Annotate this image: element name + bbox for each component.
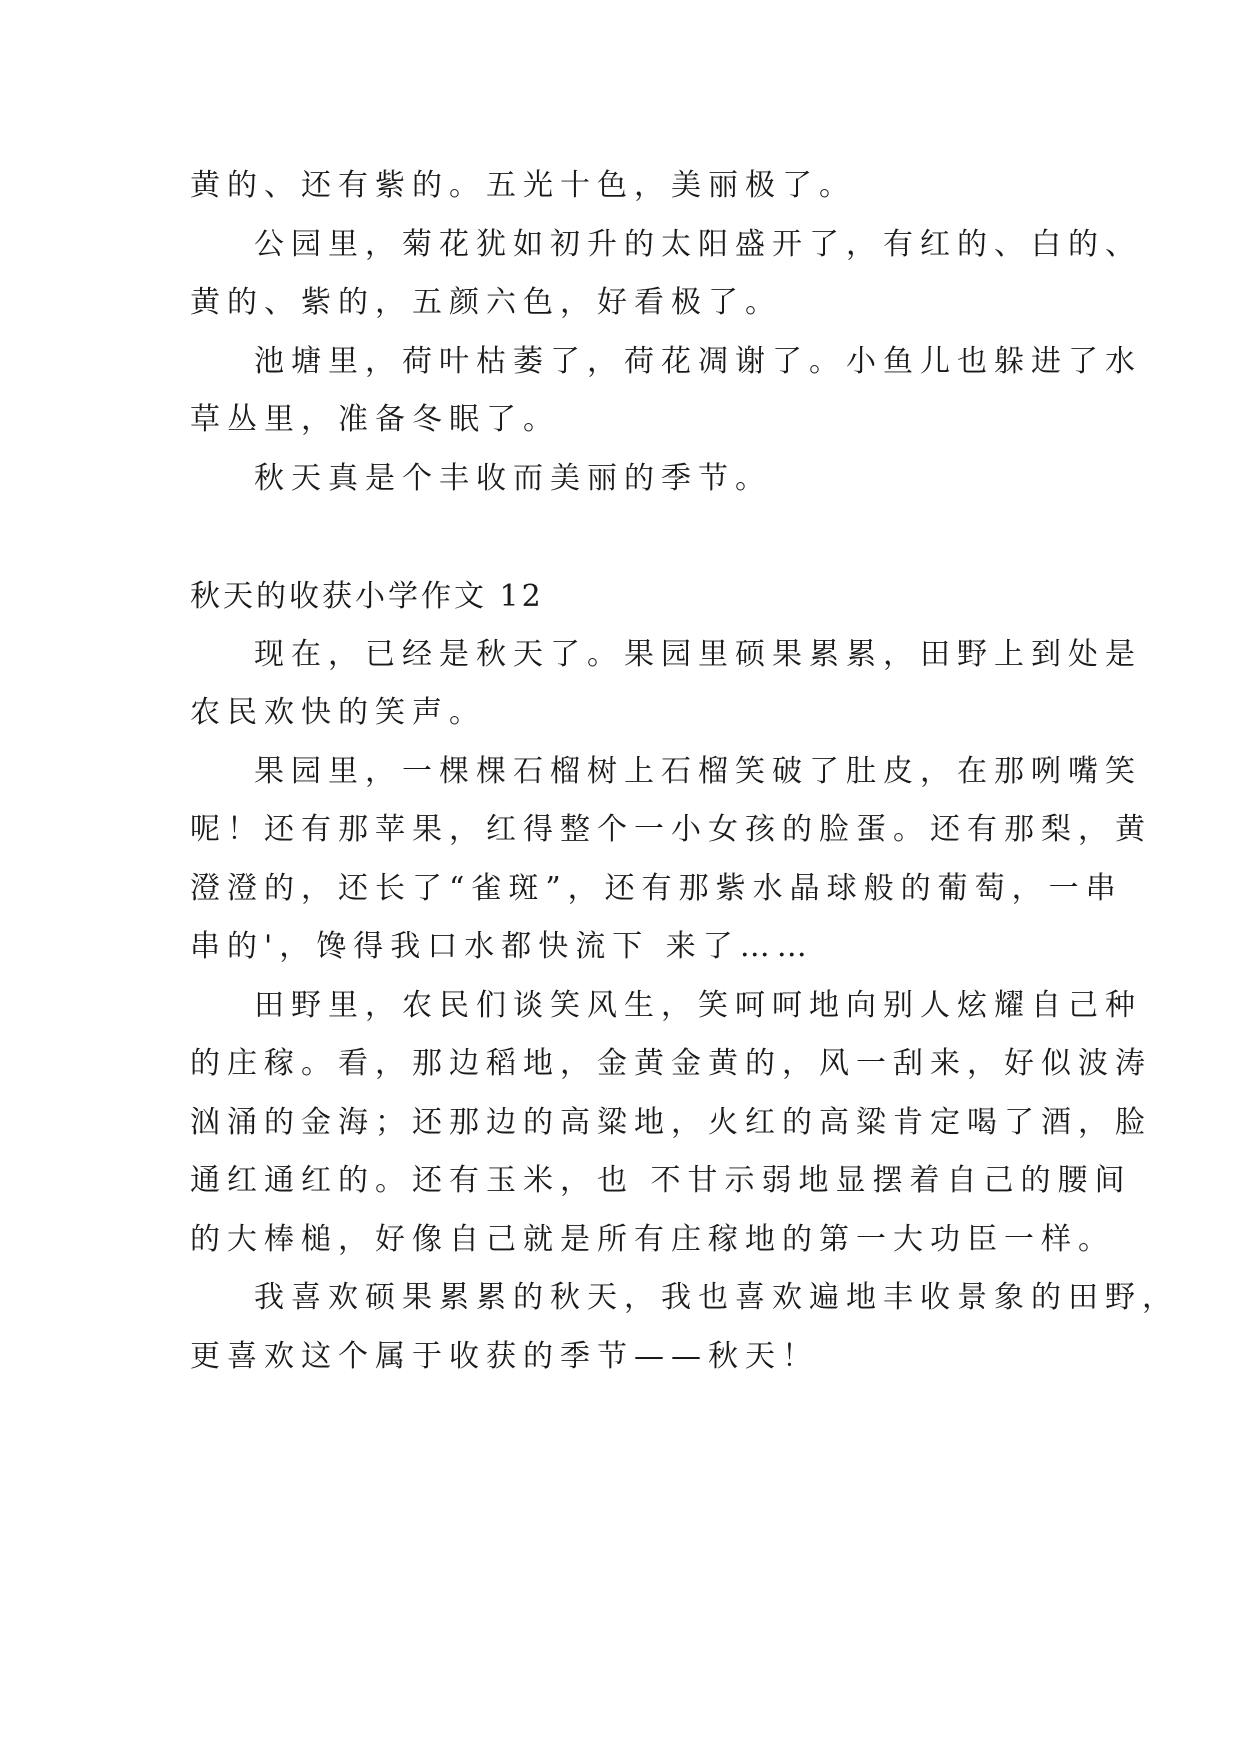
- text-line: 汹涌的金海；还那边的高粱地，火红的高粱肯定喝了酒，脸: [190, 1105, 1152, 1140]
- paragraph-line: 田野里，农民们谈笑风生，笑呵呵地向别人炫耀自己种: [254, 988, 1142, 1023]
- paragraph-line: 公园里，菊花犹如初升的太阳盛开了，有红的、白的、: [254, 227, 1142, 262]
- text-line: 农民欢快的笑声。: [190, 695, 486, 730]
- text-line: 串的'，馋得我口水都快流下 来了……: [190, 929, 814, 964]
- paragraph-line: 池塘里，荷叶枯萎了，荷花凋谢了。小鱼儿也躲进了水: [254, 344, 1142, 379]
- text-line: 更喜欢这个属于收获的季节——秋天！: [190, 1339, 819, 1374]
- text-line: 呢！还有那苹果，红得整个一小女孩的脸蛋。还有那梨，黄: [190, 812, 1152, 847]
- paragraph-line: 现在，已经是秋天了。果园里硕果累累，田野上到处是: [254, 637, 1142, 672]
- paragraph-line: 秋天真是个丰收而美丽的季节。: [254, 461, 772, 496]
- text-line: 草丛里，准备冬眠了。: [190, 402, 560, 437]
- text-line: 的庄稼。看，那边稻地，金黄金黄的，风一刮来，好似波涛: [190, 1046, 1152, 1081]
- text-line: 通红通红的。还有玉米，也 不甘示弱地显摆着自己的腰间: [190, 1163, 1132, 1198]
- paragraph-line: 果园里，一棵棵石榴树上石榴笑破了肚皮，在那咧嘴笑: [254, 754, 1142, 789]
- paragraph-line: 我喜欢硕果累累的秋天，我也喜欢遍地丰收景象的田野，: [254, 1280, 1179, 1315]
- text-line: 的大棒槌，好像自己就是所有庄稼地的第一大功臣一样。: [190, 1222, 1115, 1257]
- text-line: 黄的、还有紫的。五光十色，美丽极了。: [190, 168, 856, 203]
- section-title: 秋天的收获小学作文 12: [190, 579, 544, 614]
- text-line: 澄澄的，还长了“雀斑”，还有那紫水晶球般的葡萄，一串: [190, 871, 1123, 906]
- text-line: 黄的、紫的，五颜六色，好看极了。: [190, 285, 782, 320]
